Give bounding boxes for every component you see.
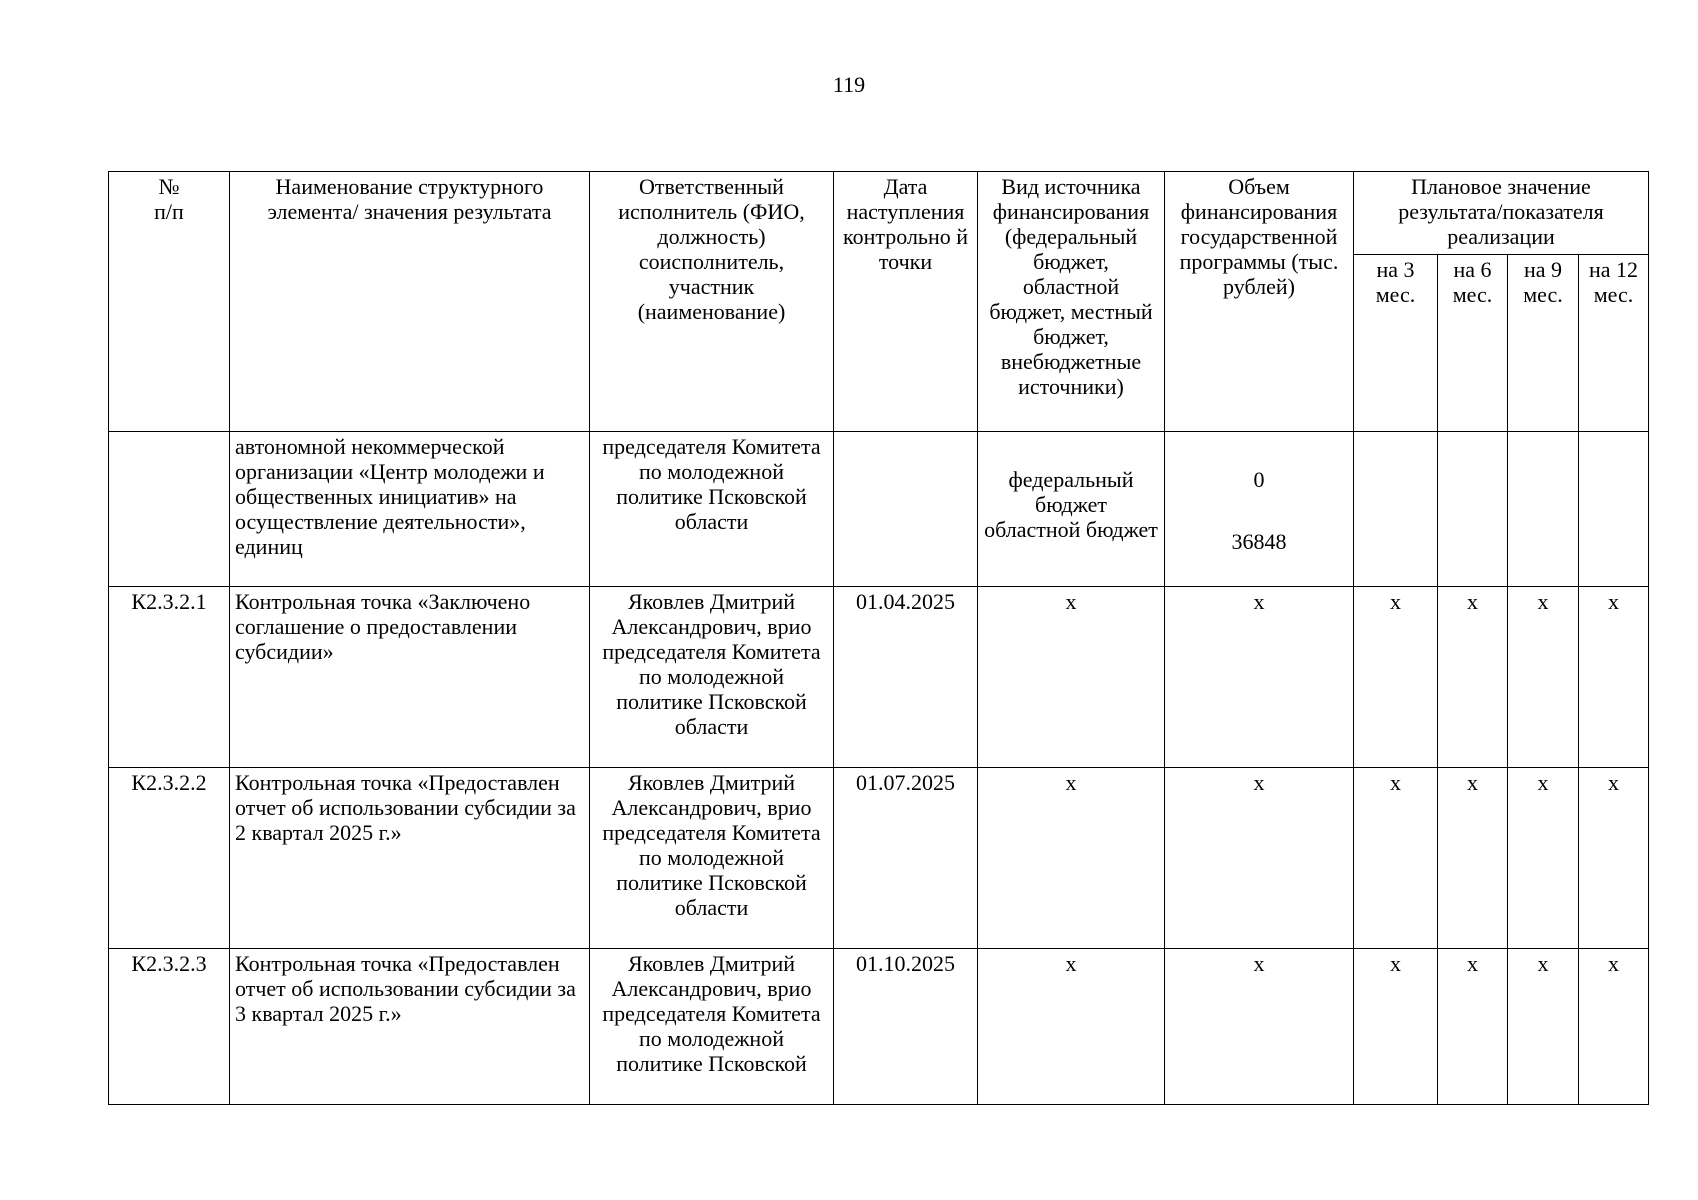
table-row: [109, 768, 1649, 949]
header-q3: на 3 мес.: [1354, 255, 1438, 432]
row-responsible: Яковлев Дмитрий Александрович, врио председателя Комитета по молодежной политике Псковской области: [590, 768, 834, 949]
header-name: Наименование структурного элемента/ значения результата: [230, 172, 590, 432]
cont-name: автономной некоммерческой организации «Центр молодежи и общественных инициатив» на осуществление деятельности», единиц: [230, 432, 590, 587]
header-volume: Объем финансирования государственной программы (тыс. рублей): [1165, 172, 1354, 432]
row-volume: х: [1165, 768, 1354, 949]
row-q6: х: [1438, 768, 1508, 949]
continuation-row: [109, 432, 1649, 587]
cont-volume-regional: 36848: [1231, 529, 1287, 554]
row-volume: х: [1165, 949, 1354, 1105]
cont-date: [834, 432, 978, 587]
cont-source: [978, 432, 1165, 587]
row-name: Контрольная точка «Заключено соглашение о предоставлении субсидии»: [230, 587, 590, 768]
table-row: [109, 949, 1649, 1105]
header-q6: на 6 мес.: [1438, 255, 1508, 432]
header-source: Вид источника финансирования (федеральный бюджет, областной бюджет, местный бюджет, внебюджетные источники): [978, 172, 1165, 432]
page-number: 119: [832, 72, 866, 97]
row-q12: х: [1579, 587, 1649, 768]
header-num: № п/п: [109, 172, 230, 432]
cont-num: [109, 432, 230, 587]
row-source: х: [978, 587, 1165, 768]
cont-q3: [1354, 432, 1438, 587]
cont-volume-federal: 0: [1253, 467, 1265, 492]
row-num: К2.3.2.3: [109, 949, 230, 1105]
row-responsible: Яковлев Дмитрий Александрович, врио председателя Комитета по молодежной политике Псковской: [590, 949, 834, 1105]
row-name: Контрольная точка «Предоставлен отчет об использовании субсидии за 3 квартал 2025 г.»: [230, 949, 590, 1105]
row-q3: х: [1354, 768, 1438, 949]
row-date: 01.07.2025: [834, 768, 978, 949]
row-volume: х: [1165, 587, 1354, 768]
row-responsible: Яковлев Дмитрий Александрович, врио председателя Комитета по молодежной политике Псковской области: [590, 587, 834, 768]
header-q12: на 12 мес.: [1579, 255, 1649, 432]
control-points-table: [108, 171, 1649, 1105]
cont-source-federal: федеральный бюджет: [1008, 467, 1134, 517]
row-q12: х: [1579, 949, 1649, 1105]
row-q6: х: [1438, 949, 1508, 1105]
row-q9: х: [1508, 587, 1579, 768]
row-q9: х: [1508, 949, 1579, 1105]
row-q3: х: [1354, 587, 1438, 768]
header-q9: на 9 мес.: [1508, 255, 1579, 432]
header-row: [109, 172, 1649, 255]
row-name: Контрольная точка «Предоставлен отчет об использовании субсидии за 2 квартал 2025 г.»: [230, 768, 590, 949]
row-num: К2.3.2.2: [109, 768, 230, 949]
row-q6: х: [1438, 587, 1508, 768]
cont-q9: [1508, 432, 1579, 587]
row-source: х: [978, 949, 1165, 1105]
table-row: [109, 587, 1649, 768]
cont-volume: [1165, 432, 1354, 587]
header-planned: Плановое значение результата/показателя реализации: [1354, 172, 1649, 255]
cont-source-regional: областной бюджет: [984, 517, 1158, 542]
row-q3: х: [1354, 949, 1438, 1105]
row-q9: х: [1508, 768, 1579, 949]
header-responsible: Ответственный исполнитель (ФИО, должность) соисполнитель, участник (наименование): [590, 172, 834, 432]
cont-responsible: председателя Комитета по молодежной политике Псковской области: [590, 432, 834, 587]
row-date: 01.04.2025: [834, 587, 978, 768]
row-num: К2.3.2.1: [109, 587, 230, 768]
row-source: х: [978, 768, 1165, 949]
row-q12: х: [1579, 768, 1649, 949]
cont-q6: [1438, 432, 1508, 587]
header-date: Дата наступления контрольно й точки: [834, 172, 978, 432]
cont-q12: [1579, 432, 1649, 587]
row-date: 01.10.2025: [834, 949, 978, 1105]
